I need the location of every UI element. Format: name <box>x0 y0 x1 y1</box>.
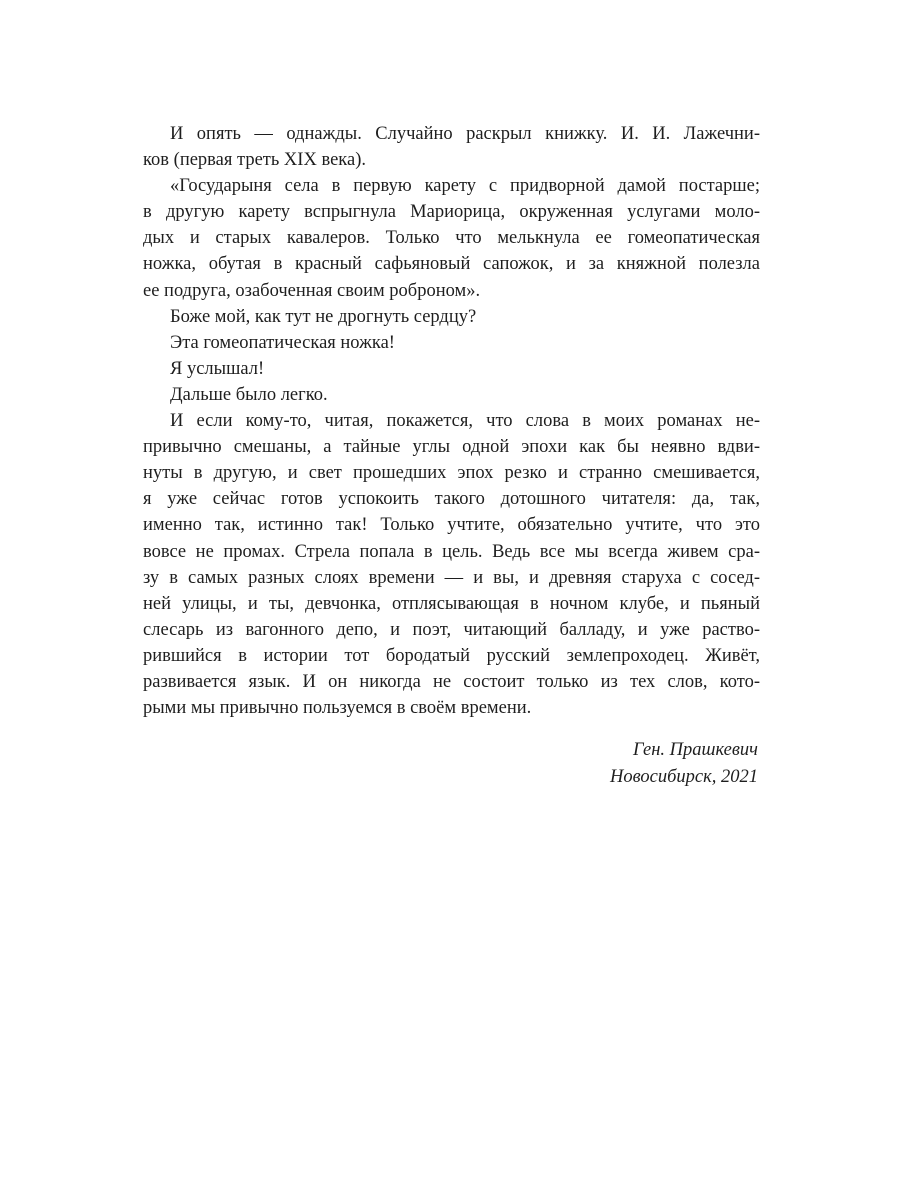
text-line-8: Боже мой, как тут не дрогнуть сердцу? <box>170 306 477 327</box>
text-line-20: слесарь из вагонного депо, и поэт, читающий балладу, и уже раство- <box>143 619 760 640</box>
text-line-6: ножка, обутая в красный сафьяновый сапожок, и за княжной полезла <box>143 254 760 275</box>
text-line-10: Я услышал! <box>170 358 265 379</box>
signature-place-date: Новосибирск, 2021 <box>609 766 758 787</box>
text-line-17: вовсе не промах. Стрела попала в цель. Ведь все мы всегда живем сра- <box>143 541 760 562</box>
text-line-23: рыми мы привычно пользуемся в своём времени. <box>143 698 532 719</box>
text-line-21: рившийся в истории тот бородатый русский землепроходец. Живёт, <box>143 645 760 666</box>
text-line-4: в другую карету вспрыгнула Мариорица, окруженная услугами моло- <box>143 202 760 223</box>
text-line-11: Дальше было легко. <box>170 384 328 405</box>
signature-author: Ген. Прашкевич <box>633 740 758 760</box>
text-line-2: ков (первая треть XIX века). <box>143 150 366 171</box>
text-line-16: именно так, истинно так! Только учтите, обязательно учтите, что это <box>143 515 760 536</box>
text-line-14: нуты в другую, и свет прошедших эпох резко и странно смешивается, <box>143 463 760 484</box>
text-line-7: ее подруга, озабоченная своим роброном». <box>143 280 481 301</box>
text-line-12: И если кому-то, читая, покажется, что слова в моих романах не- <box>170 411 760 432</box>
body-text <box>143 121 760 721</box>
text-line-18: зу в самых разных слоях времени — и вы, и древняя старуха с сосед- <box>143 567 760 588</box>
text-line-1: И опять — однажды. Случайно раскрыл книжку. И. И. Лажечни- <box>170 124 760 144</box>
text-line-15: я уже сейчас готов успокоить такого дотошного читателя: да, так, <box>143 489 760 510</box>
text-line-22: развивается язык. И он никогда не состоит только из тех слов, кото- <box>143 671 760 692</box>
text-line-13: привычно смешаны, а тайные углы одной эпохи как бы неявно вдви- <box>143 437 760 458</box>
text-line-19: ней улицы, и ты, девчонка, отплясывающая в ночном клубе, и пьяный <box>143 593 760 614</box>
text-line-5: дых и старых кавалеров. Только что мелькнула ее гомеопатическая <box>143 228 760 249</box>
text-line-9: Эта гомеопатическая ножка! <box>170 332 395 353</box>
signature-block <box>610 737 758 790</box>
text-line-3: «Государыня села в первую карету с придворной дамой постарше; <box>170 176 760 197</box>
